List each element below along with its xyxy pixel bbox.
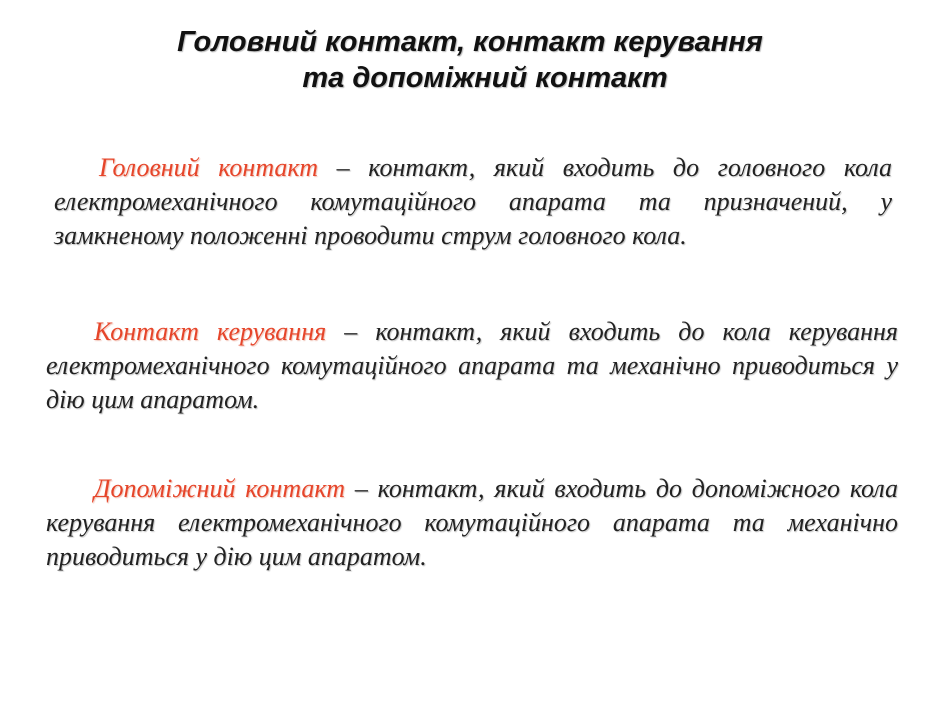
term-control-contact: Контакт керування (94, 317, 327, 346)
slide-title (0, 24, 940, 96)
definition-control-contact (46, 315, 898, 417)
term-auxiliary-contact: Допоміжний контакт (94, 474, 346, 503)
definition-text-auxiliary-contact: – контакт, який входить до допоміжного кола керування електромеханічного комутаційного апарата та механічно приводиться у дію цим апаратом. (46, 474, 898, 571)
definition-text-main-contact: – контакт, який входить до головного кола електромеханічного комутаційного апарата та призначений, у замкненому положенні проводити струм головного кола. (54, 153, 892, 250)
title-line-1: Головний контакт, контакт керування (177, 26, 763, 58)
title-line-2: та допоміжний контакт (302, 62, 668, 94)
definition-auxiliary-contact (46, 472, 898, 574)
definition-text-control-contact: – контакт, який входить до кола керування електромеханічного комутаційного апарата та механічно приводиться у дію цим апаратом. (46, 317, 899, 414)
term-main-contact: Головний контакт (99, 153, 319, 182)
definition-main-contact (54, 151, 892, 253)
